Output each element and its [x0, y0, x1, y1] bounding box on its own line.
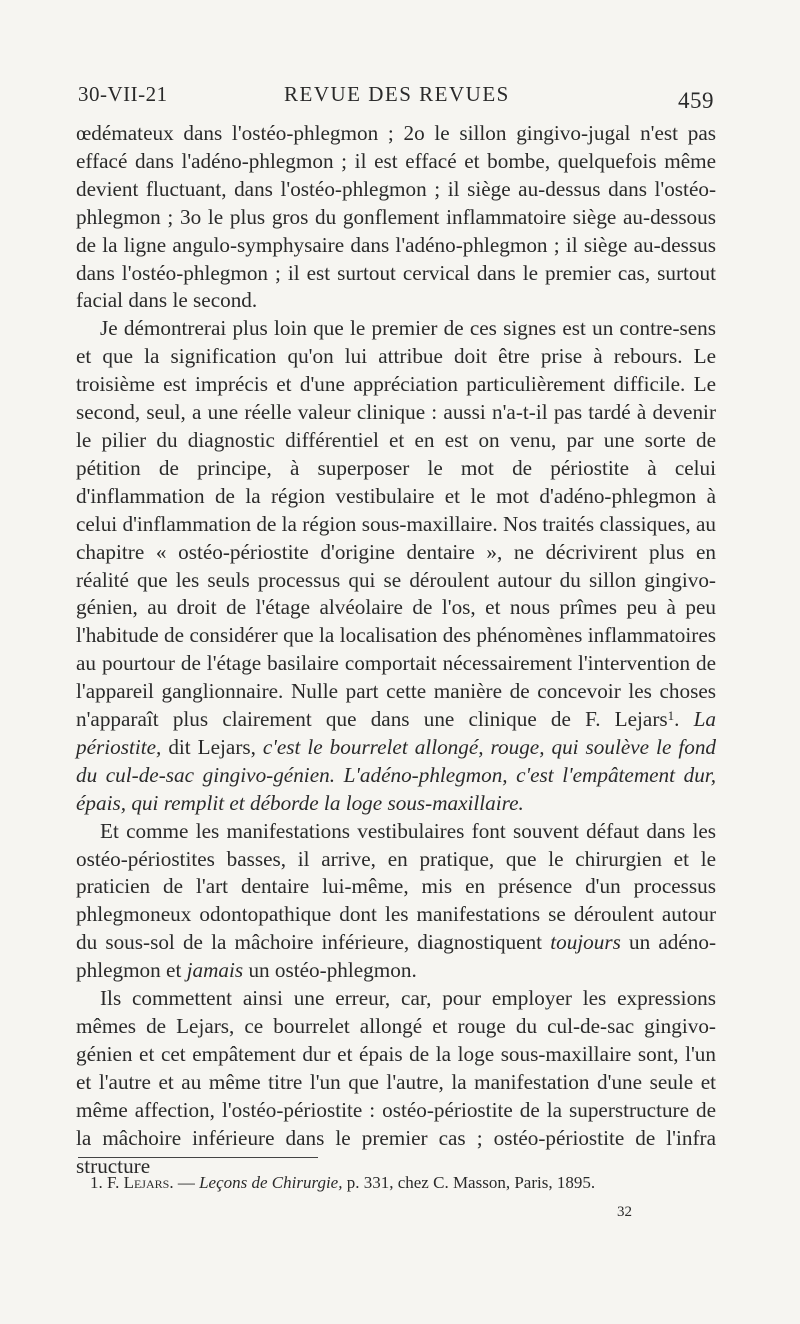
footnote-dash: — — [177, 1173, 195, 1192]
footnote-rest: p. 331, chez C. Masson, Paris, 1895. — [346, 1173, 596, 1192]
footnote-author: F. Lejars. — [107, 1173, 174, 1192]
running-header — [78, 78, 714, 112]
text-run: œdémateux dans l'ostéo-phlegmon ; 2o le sillon gingivo-jugal n'est pas effacé dans l'adéno-phlegmon ; il est effacé et bombe, quelquefois même devient fluctuant, dans l'ostéo-phlegmon ; il siège au-dessus dans l'ostéo-phlegmon ; 3o le plus gros du gonflement inflammatoire siège au-dessous de la ligne angulo-symphysaire dans l'adéno-phlegmon ; il siège au-dessus dans l'ostéo-phlegmon ; il est surtout cervical dans le premier cas, surtout facial dans le second. — [76, 121, 716, 313]
paragraph — [76, 985, 716, 1180]
text-run: Ils commettent ainsi une erreur, car, pour employer les expressions mêmes de Lejars, ce bourrelet allongé et rouge du cul-de-sac gingivo-génien et cet empâtement dur et épais de la loge sous-maxillaire sont, l'un et l'autre et au même titre l'un que l'autre, la manifestation d'une seule et même affection, l'ostéo-périostite : ostéo-périostite de la superstructure de la mâchoire inférieure dans le premier cas ; ostéo-périostite de l'infra structure — [76, 986, 716, 1178]
text-run: dit Lejars, — [161, 734, 263, 759]
italic-run: toujours — [550, 930, 621, 955]
text-run: un ostéo-phlegmon. — [243, 958, 417, 983]
header-date: 30-VII-21 — [78, 82, 168, 106]
footnote-work: Leçons de Chirurgie, — [199, 1173, 343, 1192]
body-text — [76, 120, 716, 1180]
text-run: . — [674, 707, 694, 732]
footnote — [90, 1172, 720, 1194]
page-number: 459 — [678, 88, 714, 113]
footnote-rule — [78, 1157, 318, 1158]
footnote-ref: 1 — [667, 708, 675, 724]
paragraph — [76, 315, 716, 817]
paragraph — [76, 818, 716, 985]
italic-run: jamais — [186, 958, 244, 983]
paragraph — [76, 120, 716, 315]
italic-run: c'est le bourrelet allongé, rouge, qui soulève le fond du cul-de-sac gingivo-génien. L'adéno-phlegmon, c'est l'empâtement dur, épais, qui remplit et déborde la loge sous-maxillaire. — [76, 734, 717, 815]
text-run: Et comme les manifestations vestibulaires font souvent défaut dans les ostéo-périostites basses, il arrive, en pratique, que le chirurgien et le praticien de l'art dentaire lui-même, mis en présence d'un processus phlegmoneux odontopathique dont les manifestations se déroulent autour du sous-sol de la mâchoire inférieure, diagnostiquent — [76, 818, 716, 955]
text-run: un adéno-phlegmon et — [76, 930, 716, 983]
footnote-number: 1. — [90, 1173, 103, 1192]
text-run: Je démontrerai plus loin que le premier de ces signes est un contre-sens et que la signification qu'on lui attribue doit être prise à rebours. Le troisième est imprécis et d'une appréciation particulièrement difficile. Le second, seul, a une réelle valeur clinique : aussi n'a-t-il pas tardé à devenir le pilier du diagnostic différentiel et en est on venu, par une sorte de pétition de principe, à superposer le mot de périostite à celui d'inflammation de la région vestibulaire et le mot d'adéno-phlegmon à celui d'inflammation de la région sous-maxillaire. Nos traités classiques, au chapitre « ostéo-périostite d'origine dentaire », ne décrivirent plus en réalité que les seuls processus qui se déroulent autour du sillon gingivo-génien, au droit de l'étage alvéolaire de l'os, et nous prîmes peu à peu l'habitude de considérer que la localisation des phénomènes inflammatoires au pourtour de l'étage basilaire comportait nécessairement l'intervention de l'appareil ganglionnaire. Nulle part cette manière de concevoir les choses n'apparaît plus clairement que dans une clinique de F. Lejars — [76, 316, 716, 732]
signature-mark: 32 — [617, 1204, 632, 1220]
italic-run: La périostite, — [76, 707, 716, 759]
header-title: REVUE DES REVUES — [284, 82, 510, 106]
